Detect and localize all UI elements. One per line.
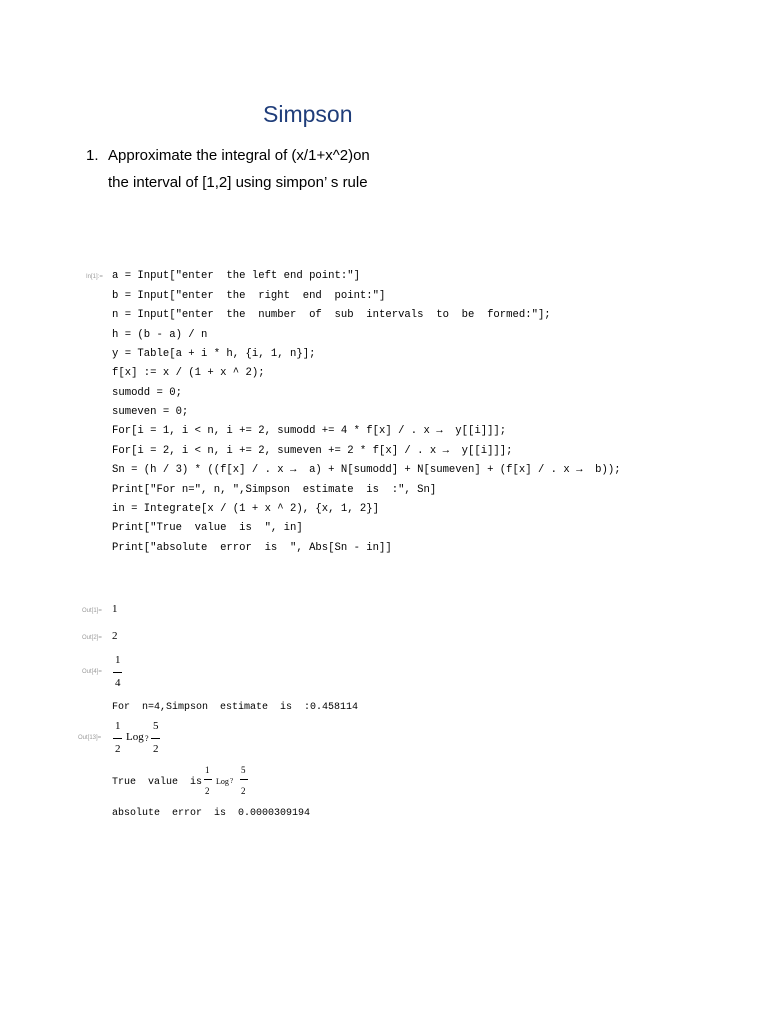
output-value-2: 2: [112, 630, 118, 642]
fraction-denominator: 2: [205, 786, 210, 796]
code-line[interactable]: f[x] := x / (1 + x ^ 2);: [112, 367, 265, 379]
fraction-bar: [204, 779, 212, 780]
log-suffix: ?: [145, 734, 149, 743]
fraction-bar: [113, 672, 122, 673]
print-prefix: True value is: [112, 777, 203, 788]
fraction-numerator: 1: [115, 720, 121, 732]
print-simpson-estimate: For n=4,Simpson estimate is :0.458114: [112, 702, 359, 713]
code-line[interactable]: sumodd = 0;: [112, 387, 182, 399]
code-line[interactable]: For[i = 2, i < n, i += 2, sumeven += 2 * f[x] / . x → y[[i]]];: [112, 445, 513, 457]
fraction-numerator: 5: [241, 765, 246, 775]
fraction-numerator: 1: [205, 765, 210, 775]
output-label-1: Out[1]=: [82, 608, 102, 614]
log-suffix: ?: [230, 777, 234, 785]
question-line-1: Approximate the integral of (x/1+x^2)on: [108, 147, 370, 164]
log-function: Log: [126, 731, 144, 743]
fraction-denominator: 4: [115, 677, 121, 689]
code-line[interactable]: Sn = (h / 3) * ((f[x] / . x → a) + N[sumodd] + N[sumeven] + (f[x] / . x → b));: [112, 464, 621, 476]
code-line[interactable]: Print["True value is ", in]: [112, 522, 303, 534]
code-line[interactable]: n = Input["enter the number of sub intervals to be formed:"];: [112, 309, 551, 321]
code-line[interactable]: Print["For n=", n, ",Simpson estimate is :", Sn]: [112, 484, 437, 496]
code-line[interactable]: For[i = 1, i < n, i += 2, sumodd += 4 * f[x] / . x → y[[i]]];: [112, 425, 507, 437]
fraction-denominator: 2: [115, 743, 121, 755]
output-label-13: Out[13]=: [78, 735, 102, 741]
fraction-numerator: 5: [153, 720, 159, 732]
code-line[interactable]: h = (b - a) / n: [112, 329, 208, 341]
output-label-2: Out[2]=: [82, 635, 102, 641]
code-line[interactable]: a = Input["enter the left end point:"]: [112, 270, 360, 282]
code-line[interactable]: b = Input["enter the right end point:"]: [112, 290, 386, 302]
log-function: Log: [216, 777, 229, 786]
fraction-denominator: 2: [241, 786, 246, 796]
output-value-1: 1: [112, 603, 118, 615]
print-absolute-error: absolute error is 0.0000309194: [112, 808, 311, 819]
fraction-bar: [113, 738, 122, 739]
question-number: 1.: [86, 147, 99, 164]
code-line[interactable]: in = Integrate[x / (1 + x ^ 2), {x, 1, 2}]: [112, 503, 380, 515]
code-line[interactable]: Print["absolute error is ", Abs[Sn - in]]: [112, 542, 392, 554]
fraction-numerator: 1: [115, 654, 121, 666]
output-label-4: Out[4]=: [82, 669, 102, 675]
question-line-2: the interval of [1,2] using simpon’ s rule: [108, 174, 368, 191]
page-title: Simpson: [263, 101, 353, 127]
code-line[interactable]: y = Table[a + i * h, {i, 1, n}];: [112, 348, 316, 360]
fraction-bar: [151, 738, 160, 739]
input-cell-label: In[1]:=: [86, 274, 103, 280]
fraction-denominator: 2: [153, 743, 159, 755]
code-line[interactable]: sumeven = 0;: [112, 406, 189, 418]
fraction-bar: [240, 779, 248, 780]
